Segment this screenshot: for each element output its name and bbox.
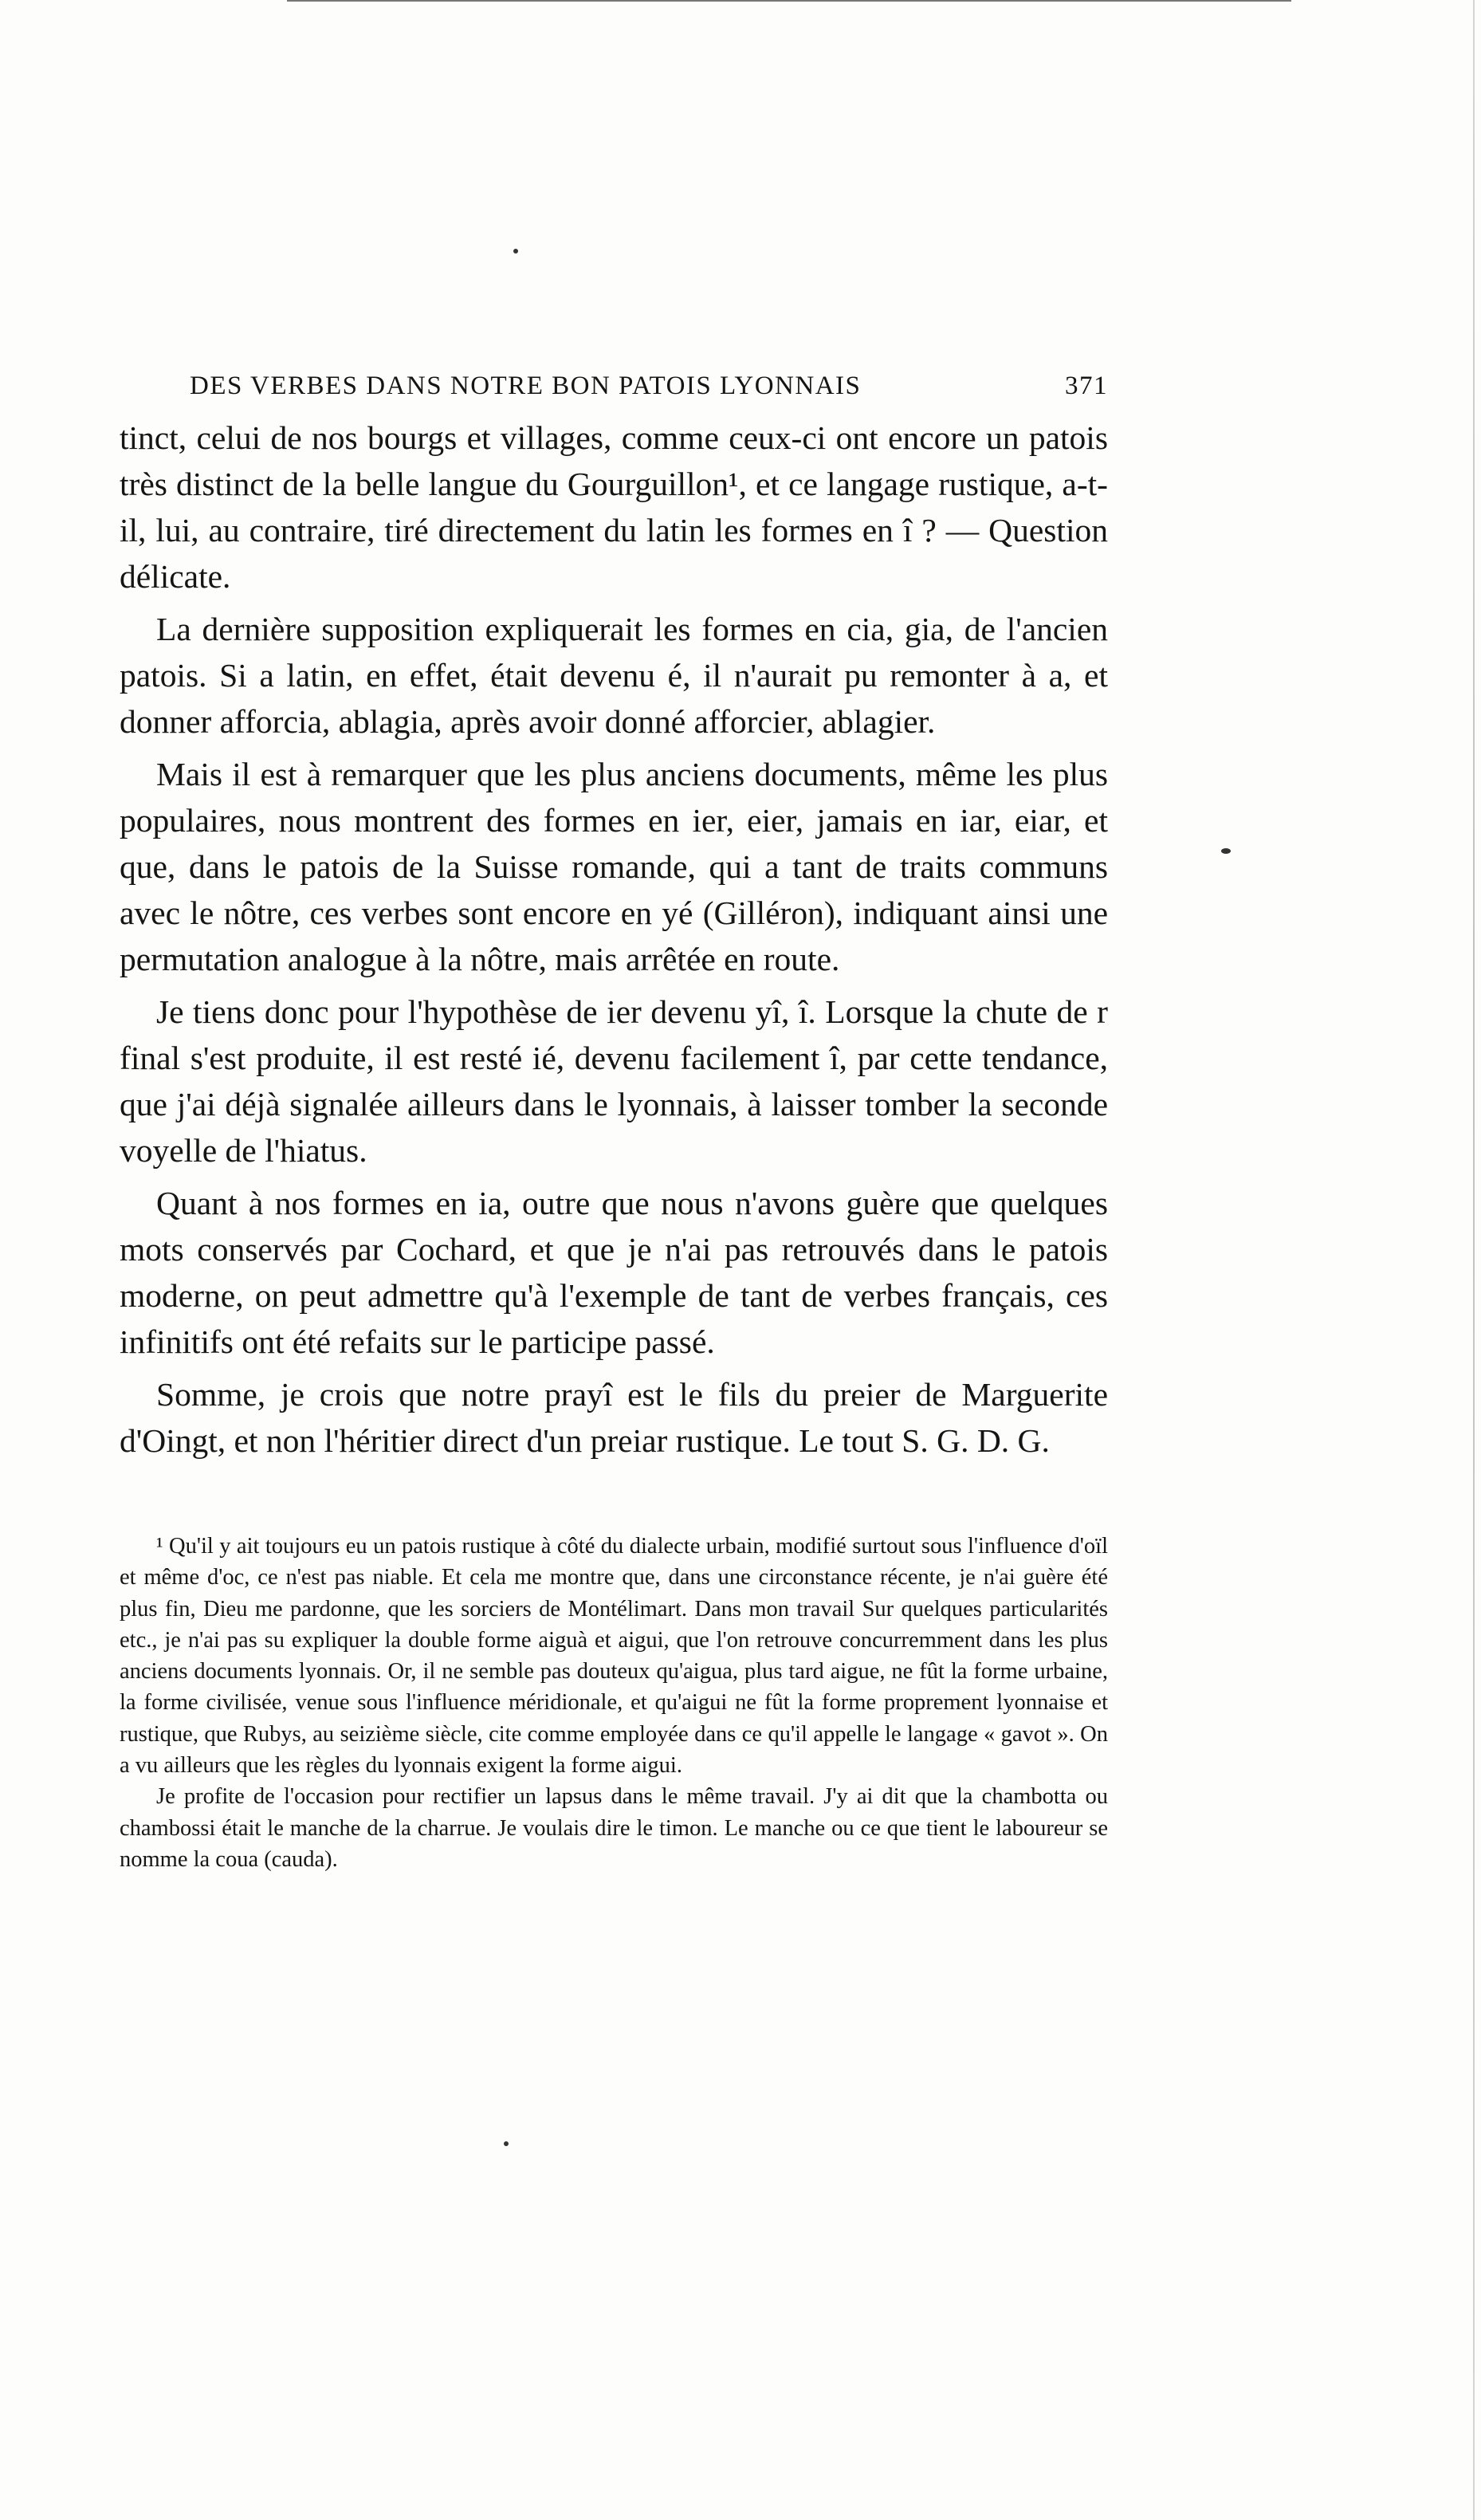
ink-speck <box>504 2141 509 2146</box>
running-head <box>190 368 1108 403</box>
paragraph-text: Quant à nos formes en ia, outre que nous n'avons guère que quelques mots conservés par Cochard, et que je n'ai pas retrouvés dans le patois moderne, on peut admettre qu'à l'exemple de tant de verbes français, ces infinitifs ont été refaits sur le participe passé. <box>120 1185 1108 1360</box>
paragraph-text: Somme, je crois que notre prayî est le fils du preier de Marguerite d'Oingt, et non l'héritier direct d'un preiar rustique. Le tout S. G. D. G. <box>120 1376 1108 1459</box>
main-text <box>120 415 1108 1464</box>
paragraph <box>120 751 1108 982</box>
ink-speck <box>1221 848 1231 854</box>
book-page <box>120 368 1108 1875</box>
ink-speck <box>513 249 518 254</box>
footnote-spacer <box>120 1470 1108 1531</box>
paragraph <box>120 606 1108 745</box>
footnote <box>120 1781 1108 1875</box>
paragraph-text: Mais il est à remarquer que les plus anciens documents, même les plus populaires, nous montrent des formes en ier, eier, jamais en iar, eiar, et que, dans le patois de la Suisse romande, qui a tant de traits communs avec le nôtre, ces verbes sont encore en yé (Gilléron), indiquant ainsi une permutation analogue à la nôtre, mais arrêtée en route. <box>120 756 1108 977</box>
paragraph <box>120 415 1108 600</box>
footnote-text: ¹ Qu'il y ait toujours eu un patois rustique à côté du dialecte urbain, modifié surtout sous l'influence d'oïl et même d'oc, ce n'est pas niable. Et cela me montre que, dans une circonstance récente, je n'ai guère été plus fin, Dieu me pardonne, que les sorciers de Montélimart. Dans mon travail Sur quelques particularités etc., je n'ai pas su expliquer la double forme aiguà et aigui, que l'on retrouve concurremment dans les plus anciens documents lyonnais. Or, il ne semble pas douteux qu'aigua, plus tard aigue, ne fût la forme urbaine, la forme civilisée, venue sous l'influence méridionale, et qu'aigui ne fût la forme proprement lyonnaise et rustique, que Rubys, au seizième siècle, cite comme employée dans ce qu'il appelle le langage « gavot ». On a vu ailleurs que les règles du lyonnais exigent la forme aigui. <box>120 1534 1108 1779</box>
paragraph <box>120 1371 1108 1464</box>
footnote-text: Je profite de l'occasion pour rectifier un lapsus dans le même travail. J'y ai dit que la chambotta ou chambossi était le manche de la charrue. Je voulais dire le timon. Le manche ou ce que tient le laboureur se nomme la coua (cauda). <box>120 1784 1108 1872</box>
paragraph-text: tinct, celui de nos bourgs et villages, comme ceux-ci ont encore un patois très distinct de la belle langue du Gourguillon¹, et ce langage rustique, a-t-il, lui, au contraire, tiré directement du latin les formes en î ? — Question délicate. <box>120 419 1108 595</box>
running-title: DES VERBES DANS NOTRE BON PATOIS LYONNAIS <box>190 372 862 400</box>
page-number: 371 <box>1065 372 1108 400</box>
paragraph-text: La dernière supposition expliquerait les formes en cia, gia, de l'ancien patois. Si a latin, en effet, était devenu é, il n'aurait pu remonter à a, et donner afforcia, ablagia, après avoir donné afforcier, ablagier. <box>120 611 1108 740</box>
paragraph <box>120 989 1108 1174</box>
footnote <box>120 1531 1108 1781</box>
paragraph-text: Je tiens donc pour l'hypothèse de ier devenu yî, î. Lorsque la chute de r final s'est produite, il est resté ié, devenu facilement î, par cette tendance, que j'ai déjà signalée ailleurs dans le lyonnais, à laisser tomber la seconde voyelle de l'hiatus. <box>120 993 1108 1169</box>
paragraph <box>120 1180 1108 1365</box>
top-border-line <box>287 0 1291 6</box>
page-edge-shadow <box>1473 0 1475 2520</box>
footnotes <box>120 1531 1108 1875</box>
